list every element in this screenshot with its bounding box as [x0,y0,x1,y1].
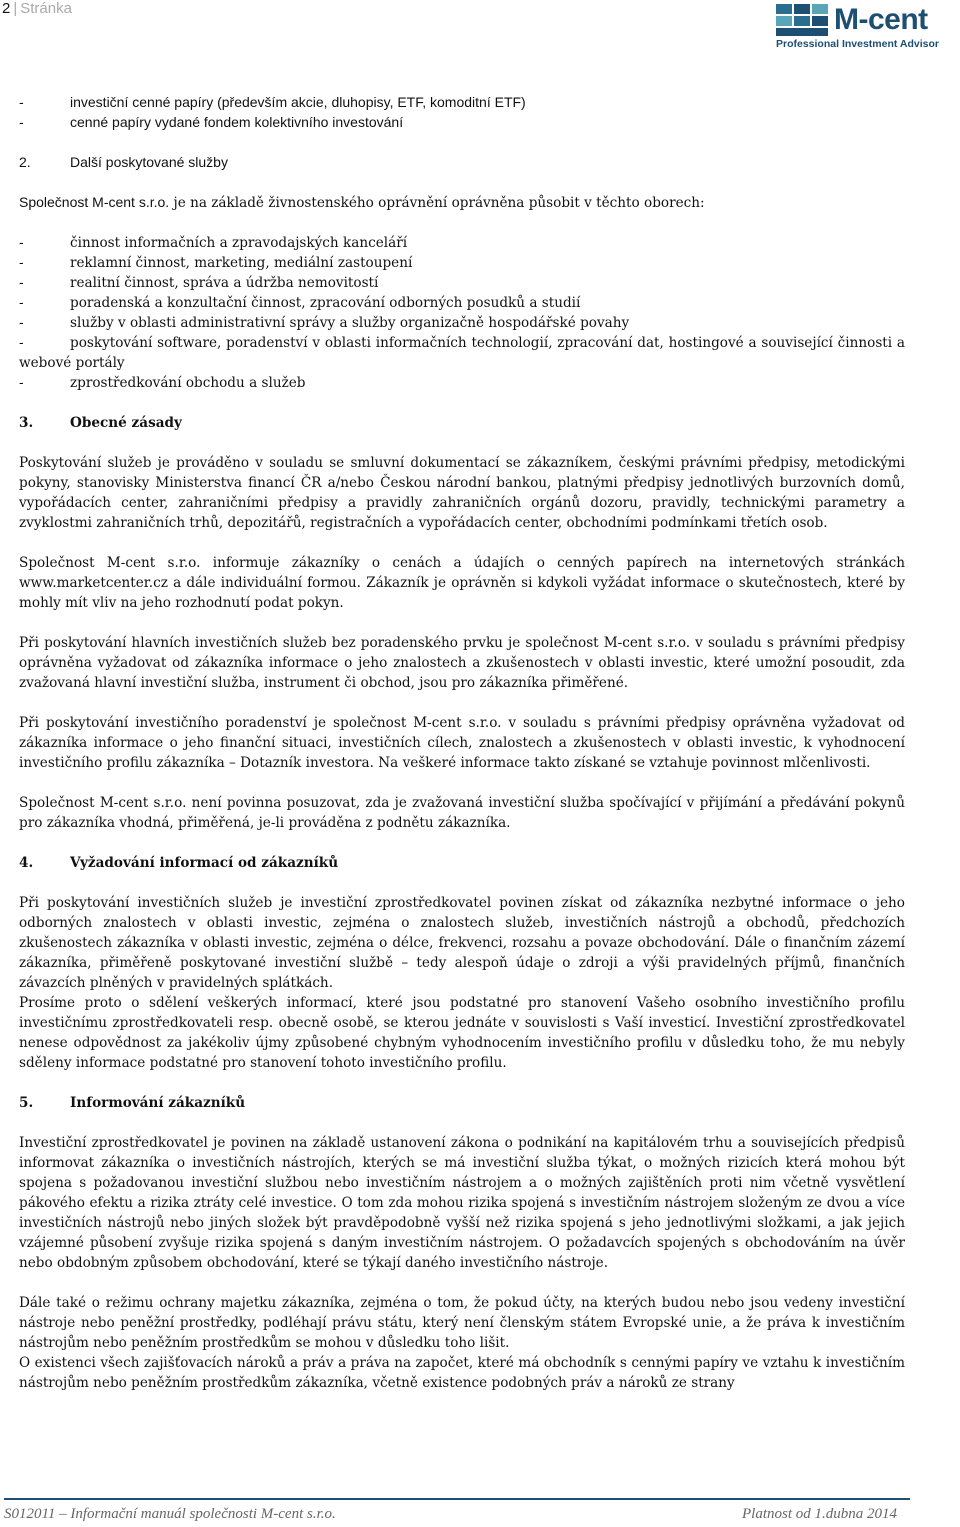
paragraph: Společnost M-cent s.r.o. informuje zákazníky o cenách a údajích o cenných papírech na internetových stránkách www.marketcenter.cz a dále individuální formou. Zákazník je oprávněn si kdykoli vyžádat informace o skutečnostech, které by mohly mít vliv na jeho rozhodnutí podat pokyn. [19,555,905,611]
section-heading: 5. Informování zákazníků [19,1095,246,1111]
page-number: 2 [2,0,11,17]
document-body [19,92,905,1393]
section-heading: 3. Obecné zásady [19,415,182,431]
list-item: - cenné papíry vydané fondem kolektivního investování [19,114,404,130]
list-item: - zprostředkování obchodu a služeb [19,375,306,391]
list-item: - poskytování software, poradenství v oblasti informačních technologií, zpracování dat, hostingové a související činnosti a webové portály [19,335,905,371]
logo-name: M-cent [834,3,928,36]
paragraph: Prosíme proto o sdělení veškerých informací, které jsou podstatné pro stanovení Vašeho osobního investičního profilu investičnímu zprostředkovateli resp. obecně osobě, se kterou jednáte v souvislosti s Vaší investicí. Investiční zprostředkovatel nenese odpovědnost za jakékoliv újmy způsobené chybným vyhodnocením investičního profilu v důsledku toho, že mu nebyly sděleny informace podstatné pro stanovení tohoto investičního profilu. [19,995,905,1071]
page-separator: | [13,0,18,17]
list-item: - reklamní činnost, marketing, mediální zastoupení [19,255,413,271]
list-item: - investiční cenné papíry (především akcie, dluhopisy, ETF, komoditní ETF) [19,94,526,110]
paragraph: Společnost M-cent s.r.o. není povinna posuzovat, zda je zvažovaná investiční služba spočívající v přijímání a předávání pokynů pro zákazníka vhodná, přiměřená, je-li prováděna z podnětu zákazníka. [19,795,905,831]
footer-document-id: S012011 – Informační manuál společnosti M-cent s.r.o. [4,1506,336,1522]
page-word: Stránka [20,0,72,17]
paragraph: Dále také o režimu ochrany majetku zákazníka, zejména o tom, že pokud účty, na kterých budou nebo jsou vedeny investiční nástroje nebo peněžní prostředky, podléhají právu státu, který není členským státem Evropské unie, a že práva k investičním nástrojům nebo peněžním prostředkům se mohou v důsledku toho lišit. [19,1295,905,1351]
list-item: - poradenská a konzultační činnost, zpracování odborných posudků a studií [19,295,581,311]
list-item: - činnost informačních a zpravodajských kanceláří [19,235,408,251]
paragraph: Poskytování služeb je prováděno v souladu se smluvní dokumentací se zákazníkem, českými právními předpisy, metodickými pokyny, stanovisky Ministerstva financí ČR a/nebo Českou národní bankou, platnými předpisy jednotlivých burzovních domů, vypořádacích center, zahraničními předpisy a pravidly zahraničních orgánů dozoru, pravidly, technickými parametry a zvyklostmi zahraničních trhů, depozitářů, registračních a vypořádacích center, obchodními podmínkami třetích osob. [19,455,905,531]
paragraph: Investiční zprostředkovatel je povinen na základě ustanovení zákona o podnikání na kapitálovém trhu a souvisejících předpisů informovat zákazníka o investičních nástrojích, kterých se má investiční služba týkat, o možných rizicích která mohou být spojena s požadovanou investiční službou nebo investičním nástrojem a o možných zajištěních proti nim včetně vysvětlení pákového efektu a rizika ztráty celé investice. O tom zda mohou rizika spojená s investičním nástrojem složeným ze dvou a více investičních nástrojů nebo jiných složek být pravděpodobně vyšší než rizika spojená s jeho jednotlivými složkami, a jak jejich vzájemné působení zvyšuje rizika spojená s daným investičním nástrojem. O požadavcích spojených s obchodováním na úvěr nebo obdobným způsobem obchodování, které se týkají daného investičního nástroje. [19,1135,905,1271]
section-heading: 2. Další poskytované služby [19,154,228,170]
section2-intro: Společnost M-cent s.r.o. je na základě živnostenského oprávnění oprávněna působit v těchto oborech: [19,194,705,211]
logo-tagline: Professional Investment Advisor [776,38,939,50]
section-heading: 4. Vyžadování informací od zákazníků [19,855,339,871]
company-logo [776,4,958,48]
paragraph: O existenci všech zajišťovacích nároků a práv a práva na započet, které má obchodník s cennými papíry ve vztahu k investičním nástrojům nebo peněžním prostředkům zákazníka, včetně existence podobných práv a nároků ze strany [19,1355,905,1391]
list-item: - služby v oblasti administrativní správy a služby organizačně hospodářské povahy [19,315,630,331]
paragraph: Při poskytování hlavních investičních služeb bez poradenského prvku je společnost M-cent s.r.o. v souladu s právními předpisy oprávněna vyžadovat od zákazníka informace o jeho znalostech a zkušenostech v oblasti investic, které umožní posoudit, zda zvažovaná hlavní investiční služba, instrument či obchod, jsou pro zákazníka přiměřené. [19,635,905,691]
footer-validity: Platnost od 1.dubna 2014 [742,1506,898,1522]
footer-divider [4,1498,910,1500]
list-item: - realitní činnost, správa a údržba nemovitostí [19,275,379,291]
paragraph: Při poskytování investičních služeb je investiční zprostředkovatel povinen získat od zákazníka nezbytné informace o jeho odborných znalostech v oblasti investic, zejména o znalostech služeb, investičních nástrojů a obchodů, předchozích zkušenostech zákazníka v oblasti investic, zejména o délce, frekvenci, rozsahu a povaze obchodování. Dále o finančním zázemí zákazníka, přiměřeně poskytované investiční službě – tedy alespoň údaje o zdroji a výši pravidelných příjmů, finančních závazcích plněných v pravidelných splátkách. [19,895,905,991]
page-number-header [2,0,72,17]
paragraph: Při poskytování investičního poradenství je společnost M-cent s.r.o. v souladu s právními předpisy oprávněna vyžadovat od zákazníka informace o jeho finanční situaci, investičních cílech, znalostech a zkušenostech v oblasti investic, k vyhodnocení investičního profilu zákazníka – Dotazník investora. Na veškeré informace takto získané se vztahuje povinnost mlčenlivosti. [19,715,905,771]
logo-mark-icon [776,4,832,38]
